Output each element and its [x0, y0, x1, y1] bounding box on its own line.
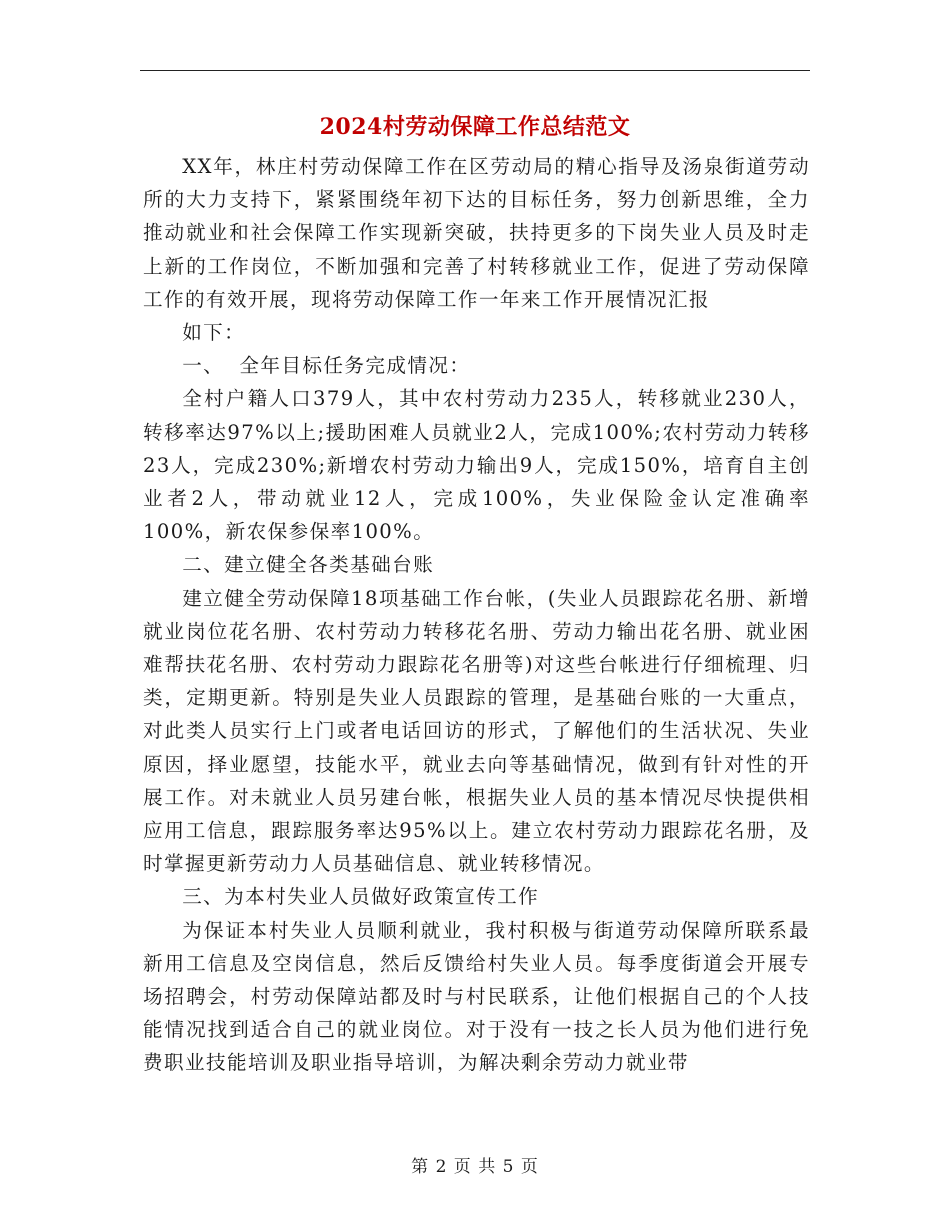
section-heading-1: 一、 全年目标任务完成情况：: [182, 354, 471, 378]
paragraph-policy: 为保证本村失业人员顺利就业，我村积极与街道劳动保障所联系最新用工信息及空岗信息，然后反馈给村失业人员。每季度街道会开展专场招聘会，村劳动保障站都及时与村民联系，让他们根据自己的个人技能情况找到适合自己的就业岗位。对于没有一技之长人员为他们进行免费职业技能培训及职业指导培训，为解决剩余劳动力就业带: [143, 918, 810, 1075]
paragraph-ledgers: 建立健全劳动保障18项基础工作台帐，(失业人员跟踪花名册、新增就业岗位花名册、农村劳动力转移花名册、劳动力输出花名册、就业困难帮扶花名册、农村劳动力跟踪花名册等)对这些台帐进行仔细梳理、归类，定期更新。特别是失业人员跟踪的管理，是基础台账的一大重点，对此类人员实行上门或者电话回访的形式，了解他们的生活状况、失业原因，择业愿望，技能水平，就业去向等基础情况，做到有针对性的开展工作。对未就业人员另建台帐，根据失业人员的基本情况尽快提供相应用工信息，跟踪服务率达95%以上。建立农村劳动力跟踪花名册，及时掌握更新劳动力人员基础信息、就业转移情况。: [143, 586, 810, 876]
header-rule: [140, 70, 810, 71]
page-footer: [0, 1152, 950, 1177]
document-title: 2024村劳动保障工作总结范文: [319, 114, 631, 140]
paragraph-targets: 全村户籍人口379人，其中农村劳动力235人，转移就业230人，转移率达97%以上;援助困难人员就业2人，完成100%;农村劳动力转移23人，完成230%;新增农村劳动力输出9人，完成150%，培育自主创业者2人，带动就业12人，完成100%，失业保险金认定准确率100%，新农保参保率100%。: [143, 387, 810, 544]
page-number: 第 2 页 共 5 页: [411, 1157, 539, 1177]
section-heading-2: 二、建立健全各类基础台账: [182, 553, 435, 577]
paragraph-intro: XX年，林庄村劳动保障工作在区劳动局的精心指导及汤泉街道劳动所的大力支持下，紧紧围绕年初下达的目标任务，努力创新思维，全力推动就业和社会保障工作实现新突破，扶持更多的下岗失业人员及时走上新的工作岗位，不断加强和完善了村转移就业工作，促进了劳动保障工作的有效开展，现将劳动保障工作一年来工作开展情况汇报: [143, 155, 810, 311]
paragraph-as-follows: 如下：: [182, 321, 246, 345]
section-heading-3: 三、为本村失业人员做好政策宣传工作: [182, 885, 540, 909]
document-body: [143, 150, 810, 1080]
